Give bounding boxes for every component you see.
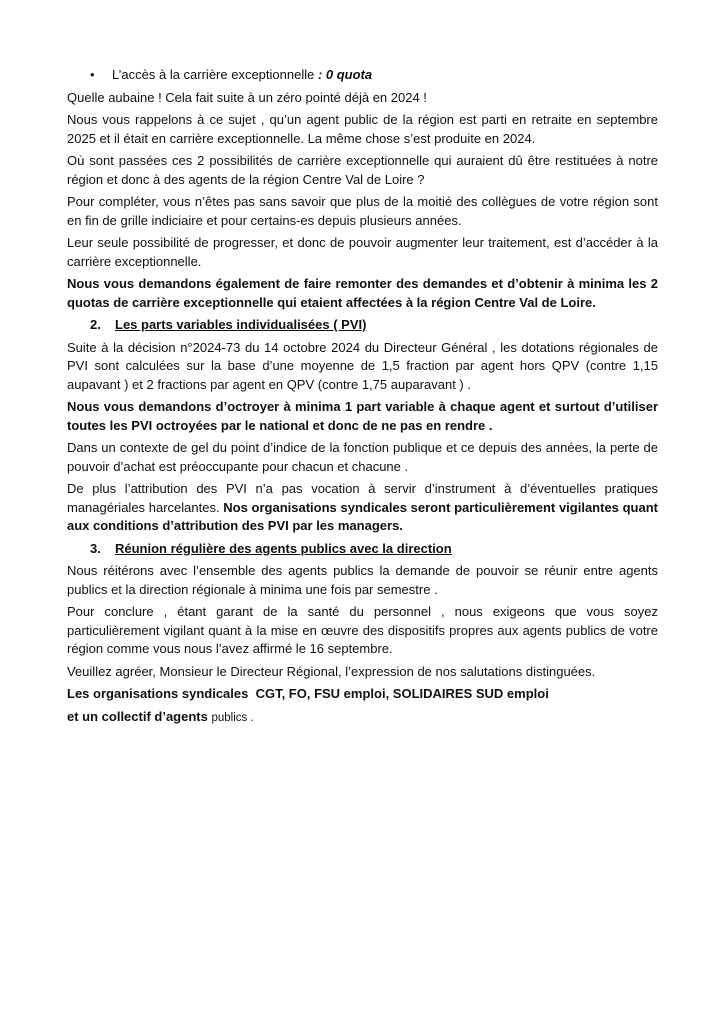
paragraph-rappel-retraite: Nous vous rappelons à ce sujet , qu’un agent public de la région est parti en retraite en septembre 2025 et il était en carrière exceptionnelle. La même chose s’est produite en 2024.: [67, 112, 658, 146]
attribution-regular-text: De plus l’attribution des PVI n’a pas vocation à servir d’instrument à d’éventuelles pratiques managériales harcelantes.: [67, 481, 658, 515]
signature-collectif-bold: et un collectif d’agents: [67, 708, 212, 724]
paragraph-salutations: Veuillez agréer, Monsieur le Directeur Régional, l’expression de nos salutations distinguées.: [67, 663, 596, 679]
heading-label: Réunion régulière des agents publics avec la direction: [115, 540, 452, 556]
paragraph-fin-de-grille: Pour compléter, vous n’êtes pas sans savoir que plus de la moitié des collègues de votre région sont en fin de grille indiciaire et pour certains-es depuis plusieurs années.: [67, 194, 658, 228]
heading-reunion-reguliere: [67, 540, 658, 559]
bullet-item-acces-carriere: [67, 66, 658, 85]
heading-number: 3.: [90, 540, 101, 556]
signature-organisations: Les organisations syndicales CGT, FO, FSU emploi, SOLIDAIRES SUD emploi: [67, 686, 549, 701]
paragraph-demande-quotas: Nous vous demandons également de faire remonter des demandes et d’obtenir à minima les 2 quotas de carrière exceptionnelle qui etaient affectées à la région Centre Val de Loire.: [67, 276, 658, 310]
paragraph-demande-pvi: Nous vous demandons d’octroyer à minima 1 part variable à chaque agent et surtout d’utiliser toutes les PVI octroyées par le national et donc de ne pas en rendre .: [67, 399, 658, 433]
paragraph-aubaine: Quelle aubaine ! Cela fait suite à un zéro pointé déjà en 2024 !: [67, 89, 427, 105]
signature-collectif: [67, 708, 658, 728]
bullet-item-text: L’accès à la carrière exceptionnelle: [112, 67, 318, 82]
paragraph-reiterons-demande: Nous réitérons avec l’ensemble des agents publics la demande de pouvoir se réunir entre agents publics et la direction régionale à minima une fois par semestre .: [67, 563, 658, 597]
paragraph-possibilites-restituees: Où sont passées ces 2 possibilités de carrière exceptionnelle qui auraient dû être restituées à notre région et donc à des agents de la région Centre Val de Loire ?: [67, 153, 658, 187]
paragraph-seule-possibilite: Leur seule possibilité de progresser, et donc de pouvoir augmenter leur traitement, est d’accéder à la carrière exceptionnelle.: [67, 235, 658, 269]
paragraph-conclusion: Pour conclure , étant garant de la santé du personnel , nous exigeons que vous soyez particulièrement vigilant quant à la mise en œuvre des dispositifs propres aux agents publics de votre région comme vous nous l’avez affirmé le 16 septembre.: [67, 604, 658, 656]
paragraph-attribution-pvi: [67, 480, 658, 536]
paragraph-gel-point-indice: Dans un contexte de gel du point d’indice de la fonction publique et ce depuis des années, la perte de pouvoir d’achat est préoccupante pour chacun et chacune .: [67, 440, 658, 474]
attribution-bold-text: Nos organisations syndicales seront particulièrement vigilantes quant aux conditions d’attribution des PVI par les managers.: [67, 499, 658, 533]
heading-number: 2.: [90, 317, 101, 332]
bullet-item-quota: : 0 quota: [317, 67, 373, 82]
bullet-icon: •: [90, 67, 95, 82]
heading-parts-variables: [67, 316, 658, 335]
heading-label: Les parts variables individualisées ( PVI): [115, 317, 367, 332]
paragraph-decision-dotations: Suite à la décision n°2024-73 du 14 octobre 2024 du Directeur Général , les dotations régionales de PVI sont calculées sur la base d’une moyenne de 1,5 fraction par agent hors QPV (contre 1,15 aupavant ) et 2 fractions par agent en QPV (contre 1,75 auparavant ) .: [67, 339, 658, 392]
signature-collectif-small: publics .: [211, 711, 254, 724]
